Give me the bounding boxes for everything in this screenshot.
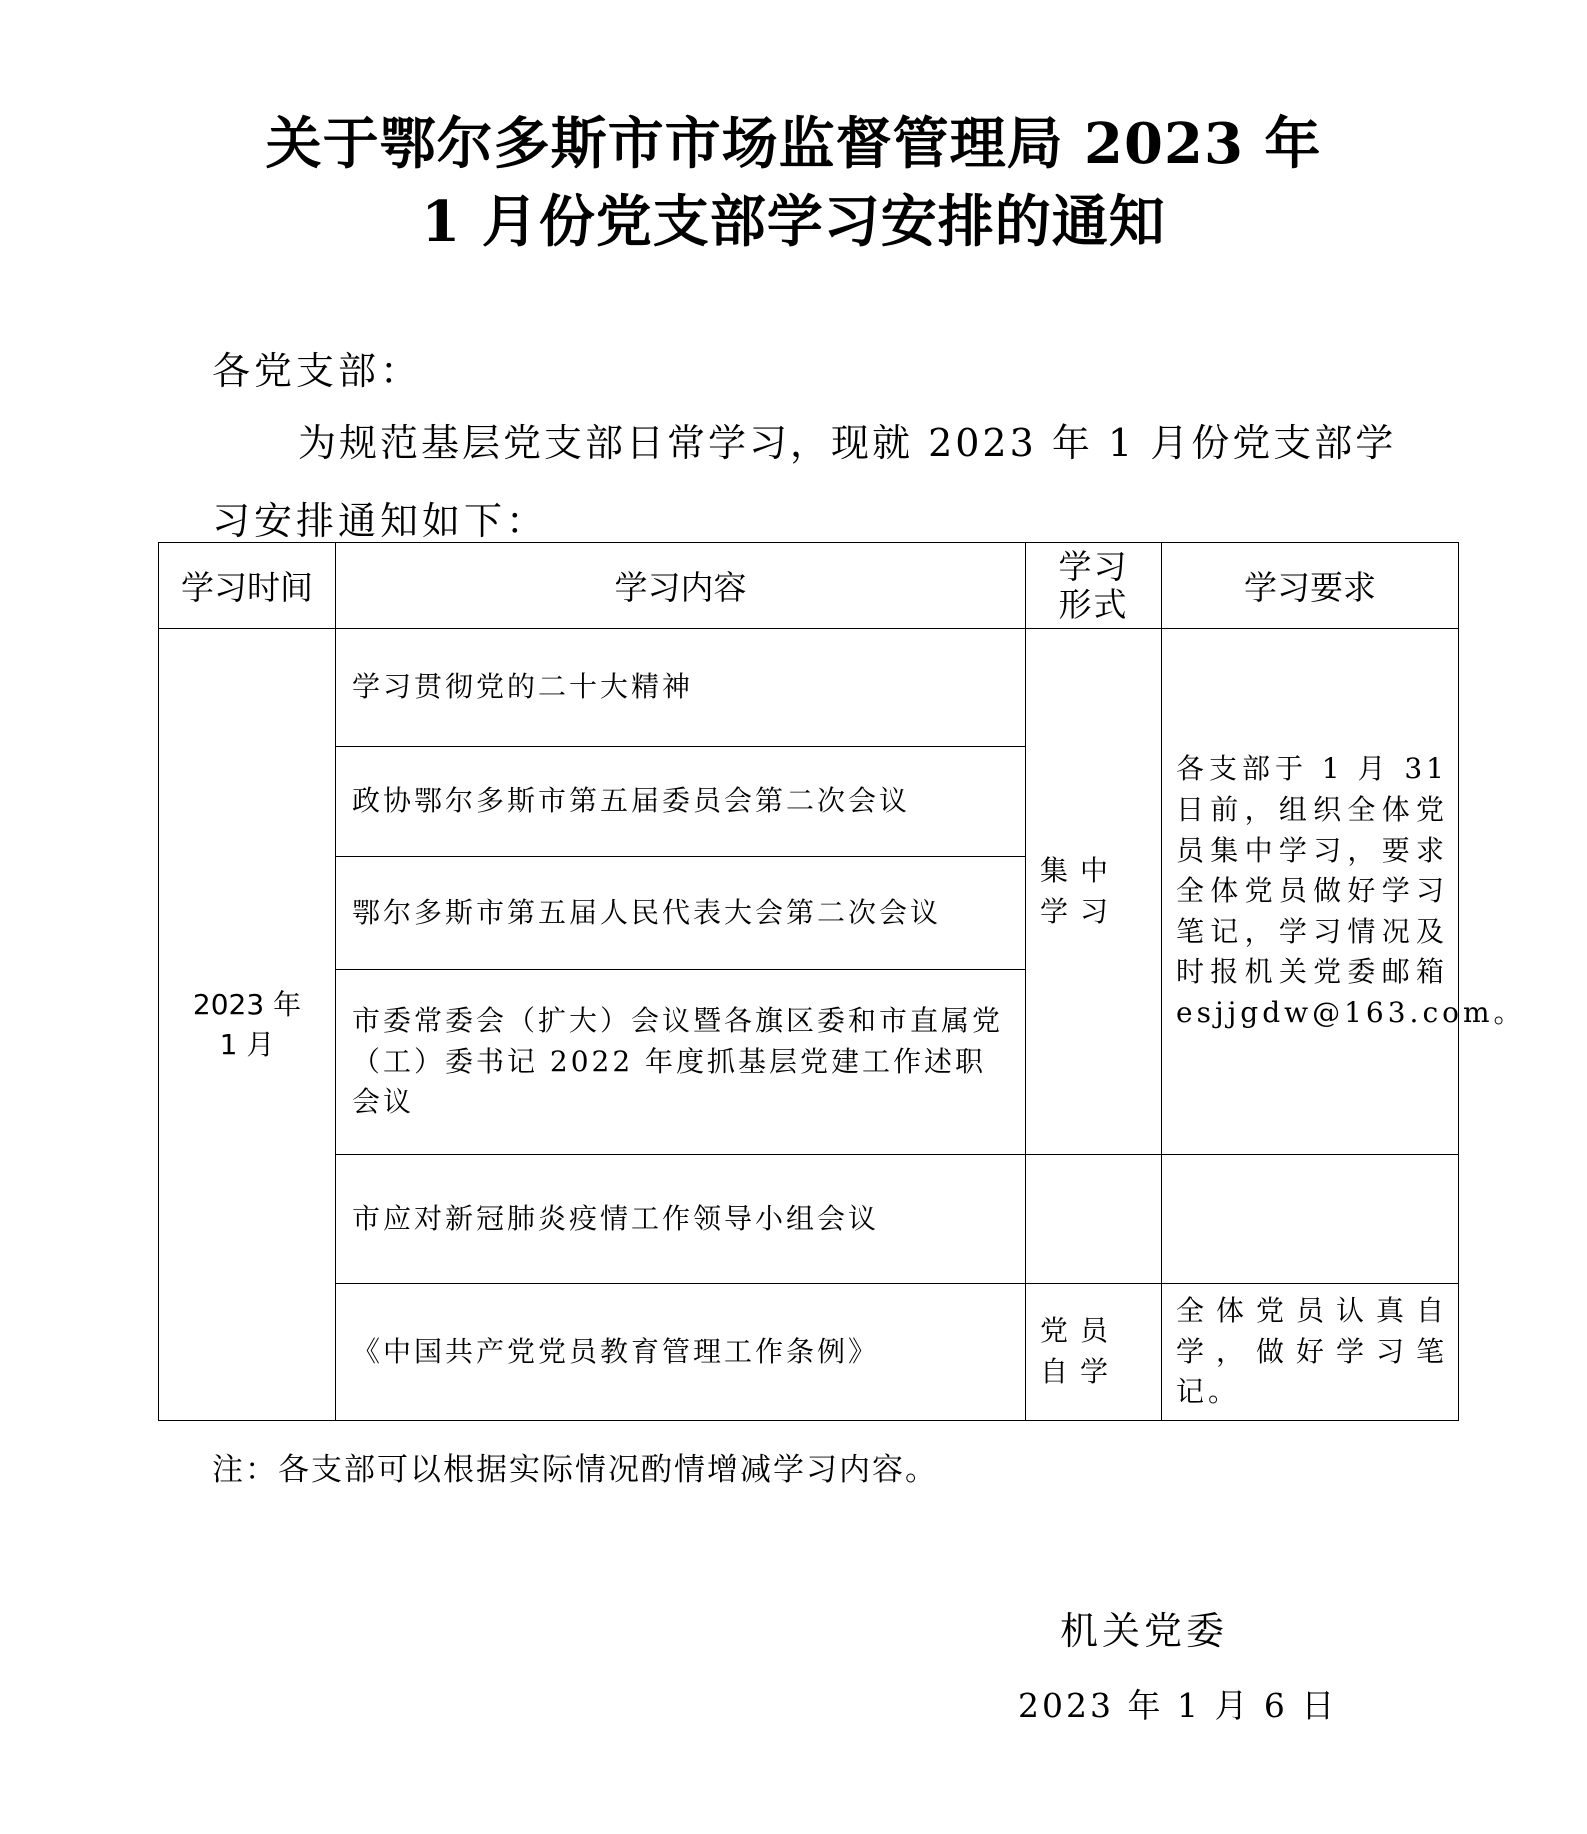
table-header-row (159, 543, 1459, 629)
form-cell-empty (1026, 1155, 1162, 1284)
requirement-cell-self-study: 全体党员认真自学，做好学习笔记。 (1162, 1284, 1459, 1421)
intro-paragraph-line-2: 习安排通知如下： (212, 499, 549, 543)
header-study-form-line-2: 形式 (1058, 584, 1129, 624)
header-study-time: 学习时间 (159, 543, 336, 629)
requirement-cell-empty (1162, 1155, 1459, 1284)
document-title-line-1: 关于鄂尔多斯市市场监督管理局 2023 年 (265, 111, 1322, 177)
header-study-content: 学习内容 (336, 543, 1026, 629)
study-time-cell (159, 629, 336, 1421)
salutation: 各党支部： (212, 349, 423, 393)
header-study-requirement: 学习要求 (1162, 543, 1459, 629)
form-cell-self-study: 党员自学 (1026, 1284, 1162, 1421)
content-cell: 鄂尔多斯市第五届人民代表大会第二次会议 (336, 857, 1026, 970)
content-cell: 政协鄂尔多斯市第五届委员会第二次会议 (336, 747, 1026, 857)
requirement-cell-group-study: 各支部于 1 月 31 日前，组织全体党员集中学习，要求全体党员做好学习笔记，学习情况及时报机关党委邮箱 esjjgdw@163.com。 (1162, 629, 1459, 1155)
table-row (159, 1284, 1459, 1421)
document-title-line-2: 1 月份党支部学习安排的通知 (421, 189, 1166, 255)
table-row (159, 1155, 1459, 1284)
footnote: 注：各支部可以根据实际情况酌情增减学习内容。 (212, 1452, 938, 1488)
signature-date: 2023 年 1 月 6 日 (1018, 1686, 1338, 1725)
study-schedule-table (158, 542, 1526, 1421)
content-cell: 市委常委会（扩大）会议暨各旗区委和市直属党（工）委书记 2022 年度抓基层党建工作述职会议 (336, 970, 1026, 1155)
header-study-form-line-1: 学习 (1058, 546, 1129, 586)
form-cell-group-study: 集中学习 (1026, 629, 1162, 1155)
signature-organization: 机关党委 (1060, 1609, 1229, 1653)
table-row (159, 629, 1459, 747)
intro-paragraph-line-1: 为规范基层党支部日常学习，现就 2023 年 1 月份党支部学 (298, 421, 1397, 465)
study-time-line-1: 2023 年 (192, 988, 302, 1022)
content-cell: 市应对新冠肺炎疫情工作领导小组会议 (336, 1155, 1026, 1284)
study-time-line-2: 1 月 (219, 1027, 275, 1061)
content-cell: 学习贯彻党的二十大精神 (336, 629, 1026, 747)
content-cell: 《中国共产党党员教育管理工作条例》 (336, 1284, 1026, 1421)
header-study-form (1026, 543, 1162, 629)
